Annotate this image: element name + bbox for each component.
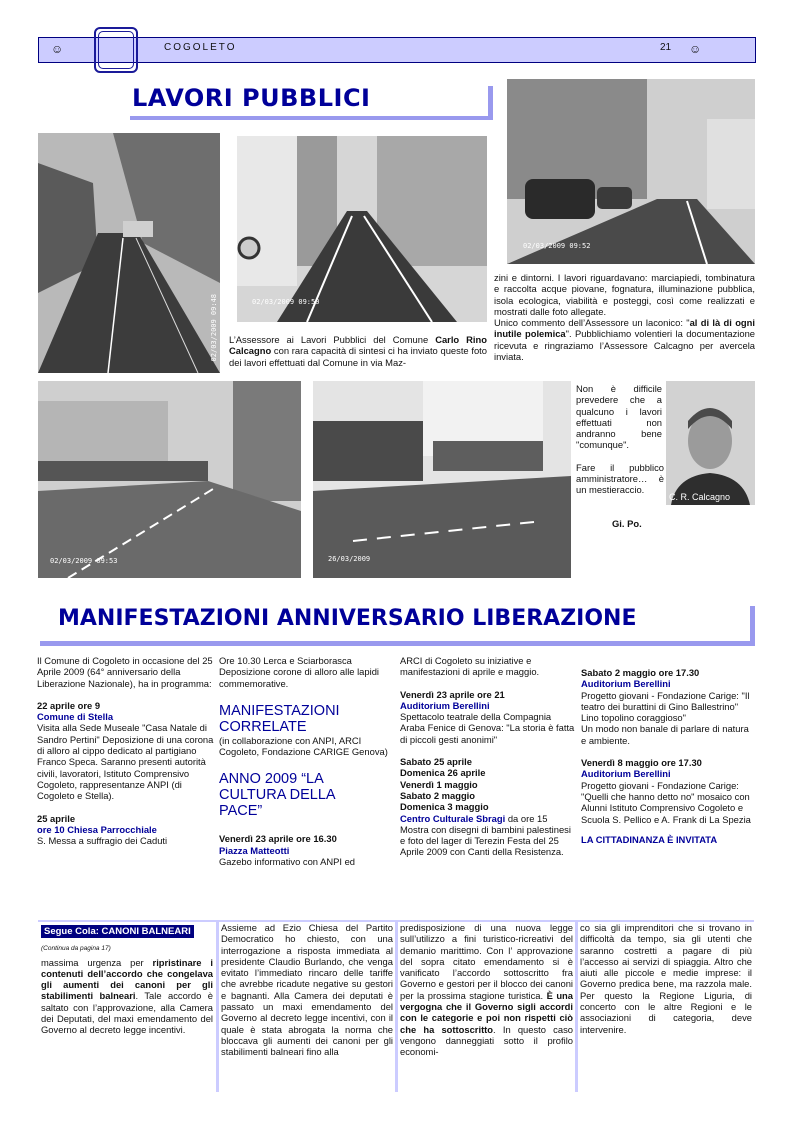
canoni-col-1: Segue Cola: CANONI BALNEARI (Continua da pagina 17) massima urgenza per ripristinare i contenuti dell’accordo che congelava gli aumenti dei canoni per gli stabilimenti balneari. Tale accordo è saltato con l’approvazione, alla Camera dei Deputati, del maxi emendamento del Governo al decreto legge incentivi. [38,922,216,1092]
section-title-manifestazioni: MANIFESTAZIONI ANNIVERSARIO LIBERAZIONE [58,606,637,631]
street-photo-3: 02/03/2009 09:52 [507,79,755,264]
page-number: 21 [660,42,672,53]
portrait-photo [666,381,755,505]
manif-col-1: Il Comune di Cogoleto in occasione del 25 Aprile 2009 (64° anniversario della Liberazione Nazionale), ha in programma: 22 aprile ore 9 Comune di Stella Visita alla Sede Museale "Casa Natale di Sandro Pertini" Deposizione di una corona di alloro al cippo dedicato al partigiano Franco Speca. Saranno presenti autorità civili, lavoratori, Istituto Comprensivo Cogoleto, rappresentanze ANPI (di Cogoleto e Stella). 25 aprile ore 10 Chiesa Parrocchiale S. Messa a suffragio dei Caduti [37,655,214,847]
page-title: LAVORI PUBBLICI [132,84,371,112]
header-logo-inner [98,31,134,69]
street-photo-5: 26/03/2009 [313,381,571,578]
intro-text-b: zini e dintorni. I lavori riguardavano: marciapiedi, tombinatura e raccolta acque piovane, fognatura, illuminazione pubblica, isola ecologica, viabilità e posteggi, così come realizzati e mostrati dalle foto allegate. Unico commento dell’Assessore un laconico: "al di là di ogni inutile polemica". Pubblichiamo volentieri la documentazione ricevuta e ringraziamo l’Assessore Calcagno per avercela inviata. [494,272,755,363]
manif-col-3: ARCI di Cogoleto su iniziative e manifestazioni di aprile e maggio. Venerdì 23 aprile ore 21 Auditorium Berellini Spettacolo teatrale della Compagnia Araba Fenice di Genova: "La storia è fatta di piccoli gesti anonimi" Sabato 25 aprile Domenica 26 aprile Venerdì 1 maggio Sabato 2 maggio Domenica 3 maggio Centro Culturale Sbragi da ore 15 Mostra con disegni di bambini palestinesi e foto del lager di Terezin Festa del 25 Aprile 2009 con Canti della Resistenza. [400,655,575,858]
street-photo-2: 02/03/2009 09:50 [237,136,487,322]
header-bar [38,37,756,63]
street-photo-4: 02/03/2009 09:53 [38,381,301,578]
canoni-col-3: predisposizione di una nuova legge sull’utilizzo a fini turistico-ricreativi del demanio marittimo. Con l’ approvazione del sopra citato emendamento si è vanificato l’accordo sottoscritto fra Governo e gestori per il blocco dei canoni per la prossima stagione turistica. È una vergogna che il Governo sigli accordi con le categorie e poi non rispetti ciò che ha sottoscritto. In questo caso vengono danneggiati sotto il profilo economi- [398,922,575,1092]
street-photo-1: 02/03/2009 09:48 [38,133,220,373]
manif-col-4: Sabato 2 maggio ore 17.30 Auditorium Berellini Progetto giovani - Fondazione Carige: "Il teatro dei burattini di Gino Ballestrino" Lino topolino coraggioso" Un modo non banale di parlare di natura e ambiente. Venerdì 8 maggio ore 17.30 Auditorium Berellini Progetto giovani - Fondazione Carige: "Quelli che hanno detto no" mosaico con Alunni Istituto Comprensivo Cogoleto e Scuola S. Pellico e A. Frank di La Spezia LA CITTADINANZA È INVITATA [581,667,751,845]
canoni-col-2: Assieme ad Ezio Chiesa del Partito Democratico ho chiesto, con una interrogazione a risposta immediata al presidente Claudio Burlando, che venga evitato l’immediato rincaro delle tariffe che avrebbe ricadute negative su gestori e bagnanti. Alla Camera dei deputati è passato un maxi emendamento del Governo al decreto legge incentivi, con il quale è stata abrogata la norma che bloccava gli aumenti dei canoni per gli stabilimenti balneari fino alla [219,922,395,1092]
canoni-col-4: co sia gli imprenditori che si trovano in difficoltà da tempo, sia gli utenti che saranno costretti a pagare di più l’accesso ai servizi di spiaggia. Altro che aiuti alle piccole e medie imprese: il Governo predica bene, ma razzola male. Per questo la Regione Liguria, di concerto con le altre Regioni e le associazioni di categoria, deve intervenire. [578,922,754,1092]
smiley-icon: ☺ [51,42,64,56]
continuation-label: Segue Cola: CANONI BALNEARI [41,925,194,938]
note-text: Non è difficile prevedere che a qualcuno i lavori effettuati non andranno bene "comunque". Fare il pubblico amministratore… è un mestieraccio. [576,383,664,496]
smiley-icon: ☺ [689,42,702,56]
intro-text-a: L’Assessore ai Lavori Pubblici del Comune Carlo Rino Calcagno con rara capacità di sintesi ci ha inviato queste foto dei lavori effettuati dal Comune in via Maz- [229,334,487,368]
manif-col-2: Ore 10.30 Lerca e Sciarborasca Deposizione corone di alloro alle lapidi commemorative. MANIFESTAZIONI CORRELATE (in collaborazione con ANPI, ARCI Cogoleto, Fondazione CARIGE Genova) ANNO 2009 “LA CULTURA DELLA PACE” Venerdì 23 aprile ore 16.30 Piazza Matteotti Gazebo informativo con ANPI ed [219,655,388,868]
portrait-caption: C. R. Calcagno [669,492,731,502]
signature: Gi. Po. [612,518,642,529]
header-section: COGOLETO [164,42,237,53]
